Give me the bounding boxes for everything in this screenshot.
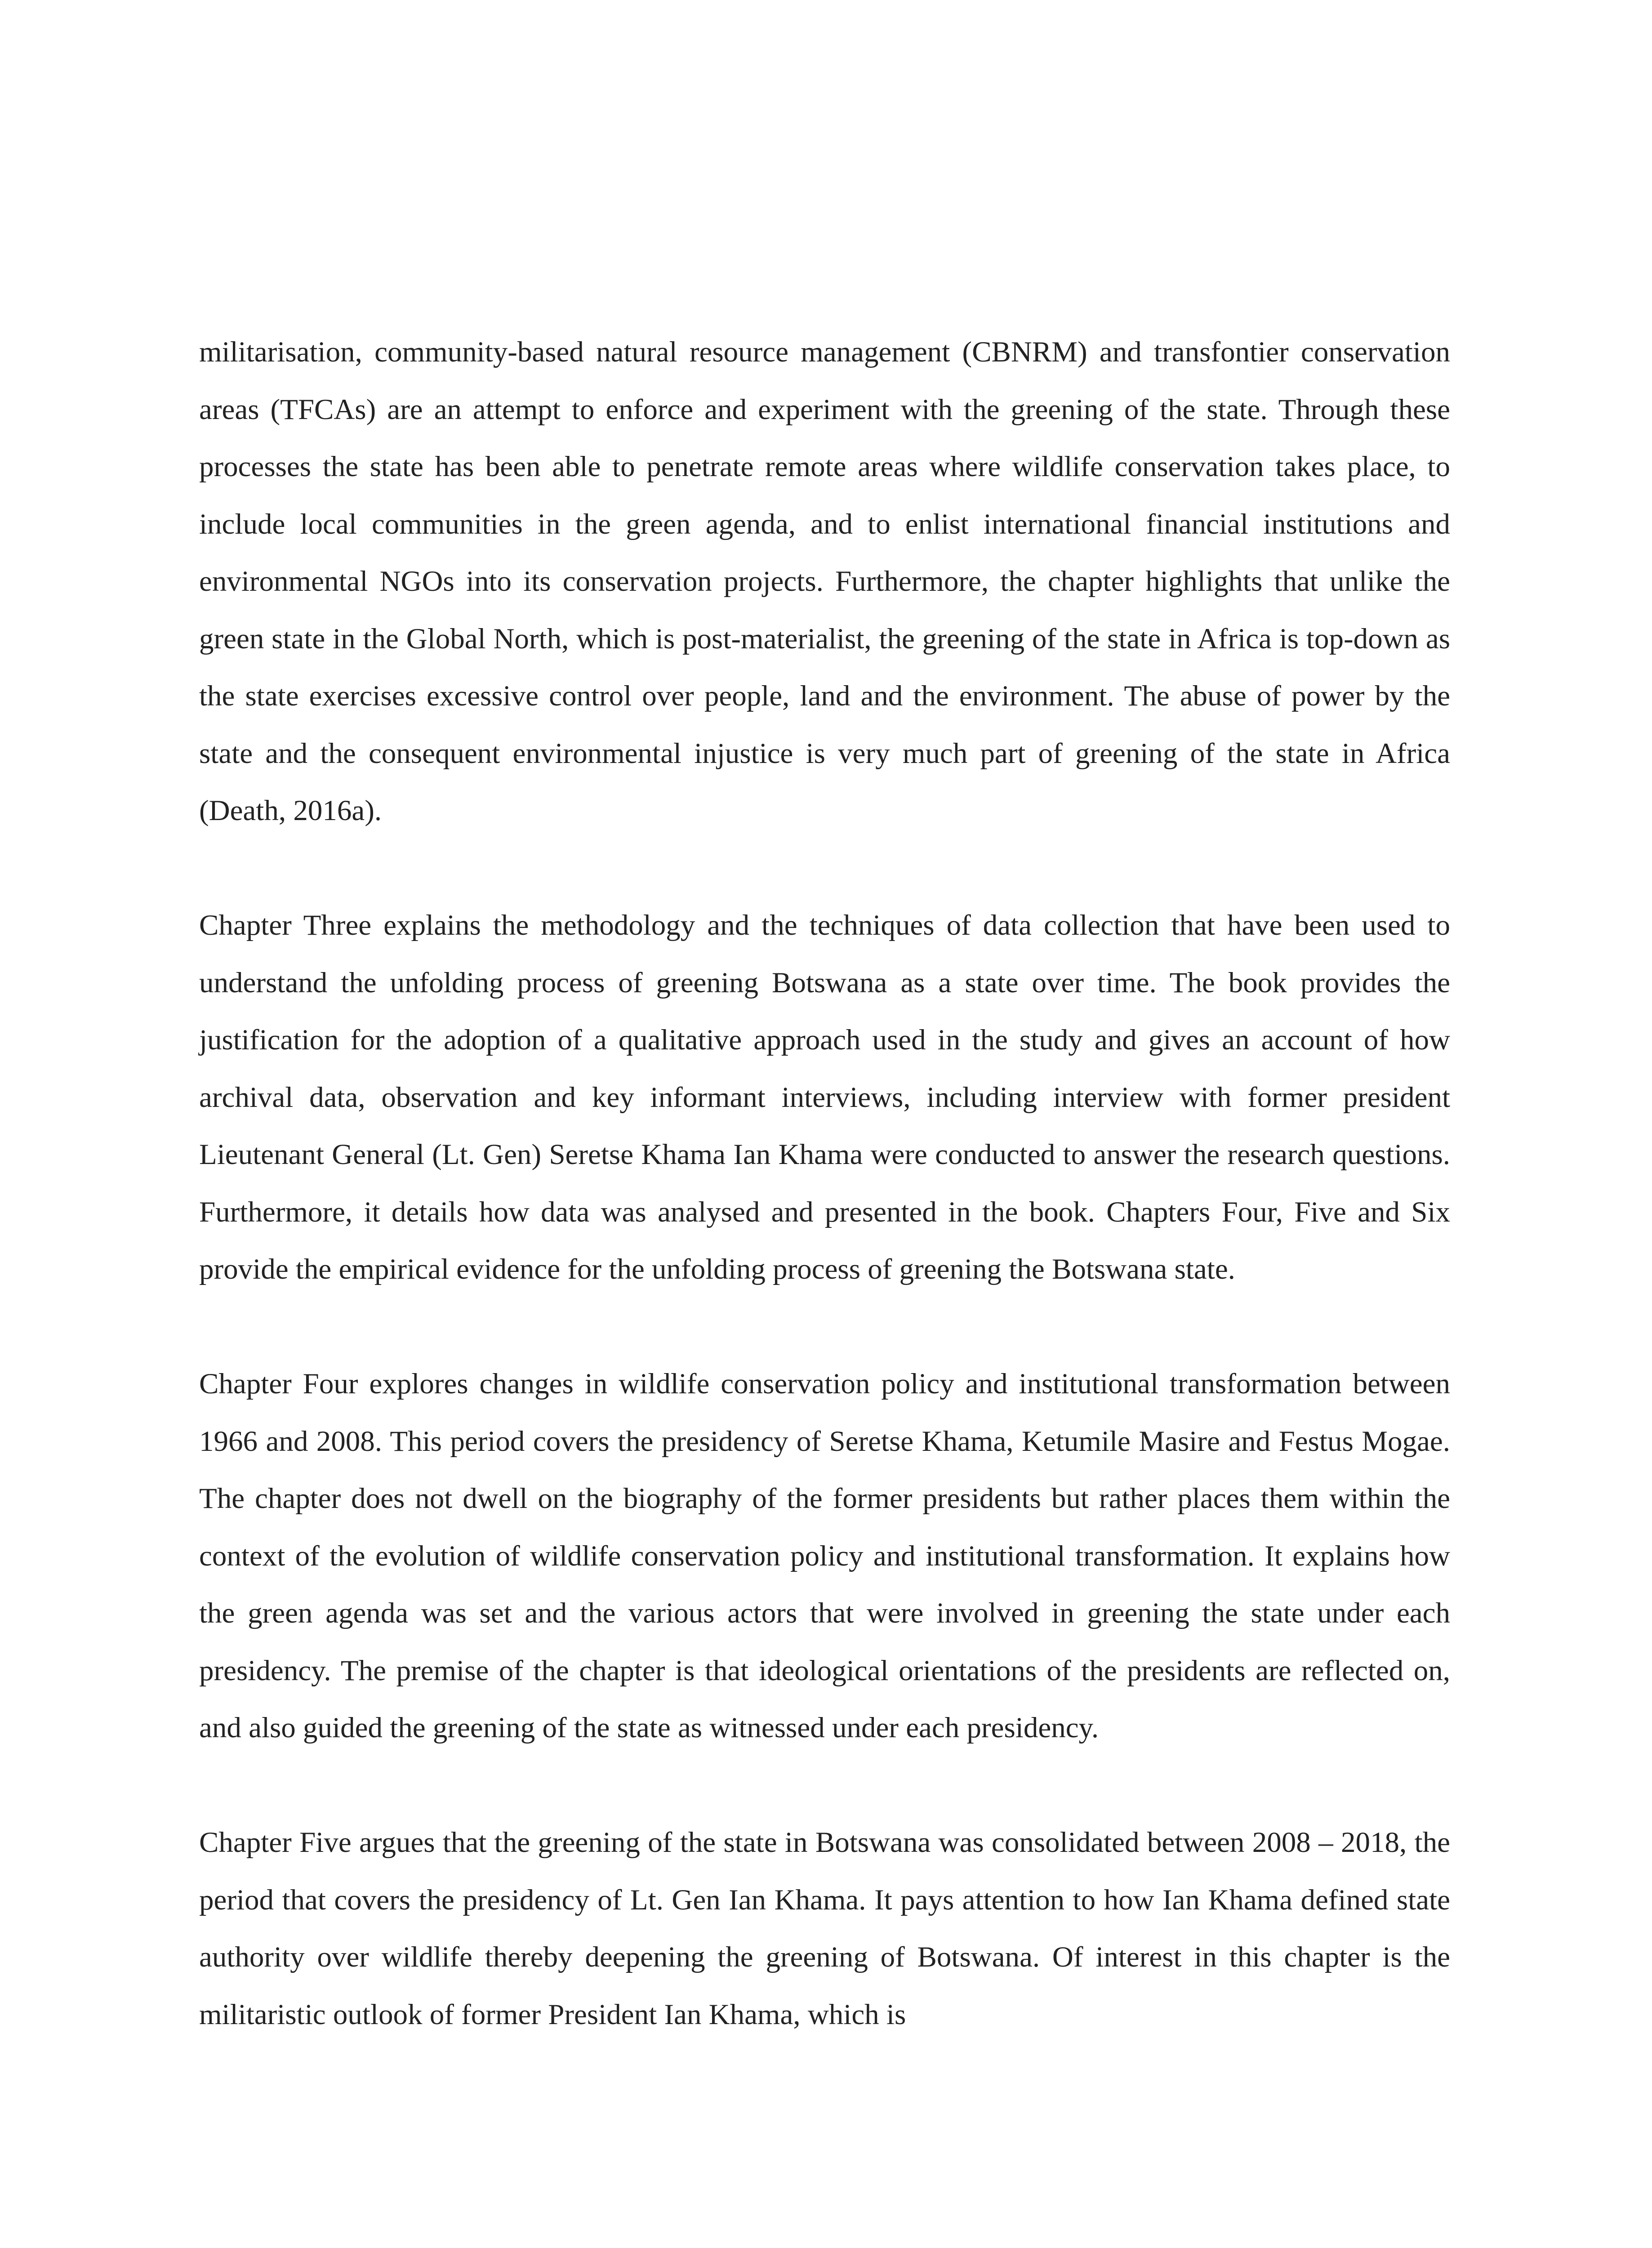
body-text <box>199 324 1450 2043</box>
paragraph-3: Chapter Four explores changes in wildlife conservation policy and institutional transformation between 1966 and 2008. This period covers the presidency of Seretse Khama, Ketumile Masire and Festus Mogae. The chapter does not dwell on the biography of the former presidents but rather places them within the context of the evolution of wildlife conservation policy and institutional transformation. It explains how the green agenda was set and the various actors that were involved in greening the state under each presidency. The premise of the chapter is that ideological orientations of the presidents are reflected on, and also guided the greening of the state as witnessed under each presidency. <box>199 1368 1450 1744</box>
paragraph-4: Chapter Five argues that the greening of the state in Botswana was consolidated between 2008 – 2018, the period that covers the presidency of Lt. Gen Ian Khama. It pays attention to how Ian Khama defined state authority over wildlife thereby deepening the greening of Botswana. Of interest in this chapter is the militaristic outlook of former President Ian Khama, which is <box>199 1826 1450 2031</box>
paragraph-2: Chapter Three explains the methodology and the techniques of data collection that have been used to understand the unfolding process of greening Botswana as a state over time. The book provides the justification for the adoption of a qualitative approach used in the study and gives an account of how archival data, observation and key informant interviews, including interview with former president Lieutenant General (Lt. Gen) Seretse Khama Ian Khama were conducted to answer the research questions. Furthermore, it details how data was analysed and presented in the book. Chapters Four, Five and Six provide the empirical evidence for the unfolding process of greening the Botswana state. <box>199 909 1450 1285</box>
paragraph-1: militarisation, community-based natural resource management (CBNRM) and transfontier conservation areas (TFCAs) are an attempt to enforce and experiment with the greening of the state. Through these processes the state has been able to penetrate remote areas where wildlife conservation takes place, to include local communities in the green agenda, and to enlist international financial institutions and environmental NGOs into its conservation projects. Furthermore, the chapter highlights that unlike the green state in the Global North, which is post-materialist, the greening of the state in Africa is top-down as the state exercises excessive control over people, land and the environment. The abuse of power by the state and the consequent environmental injustice is very much part of greening of the state in Africa (Death, 2016a). <box>199 336 1450 827</box>
